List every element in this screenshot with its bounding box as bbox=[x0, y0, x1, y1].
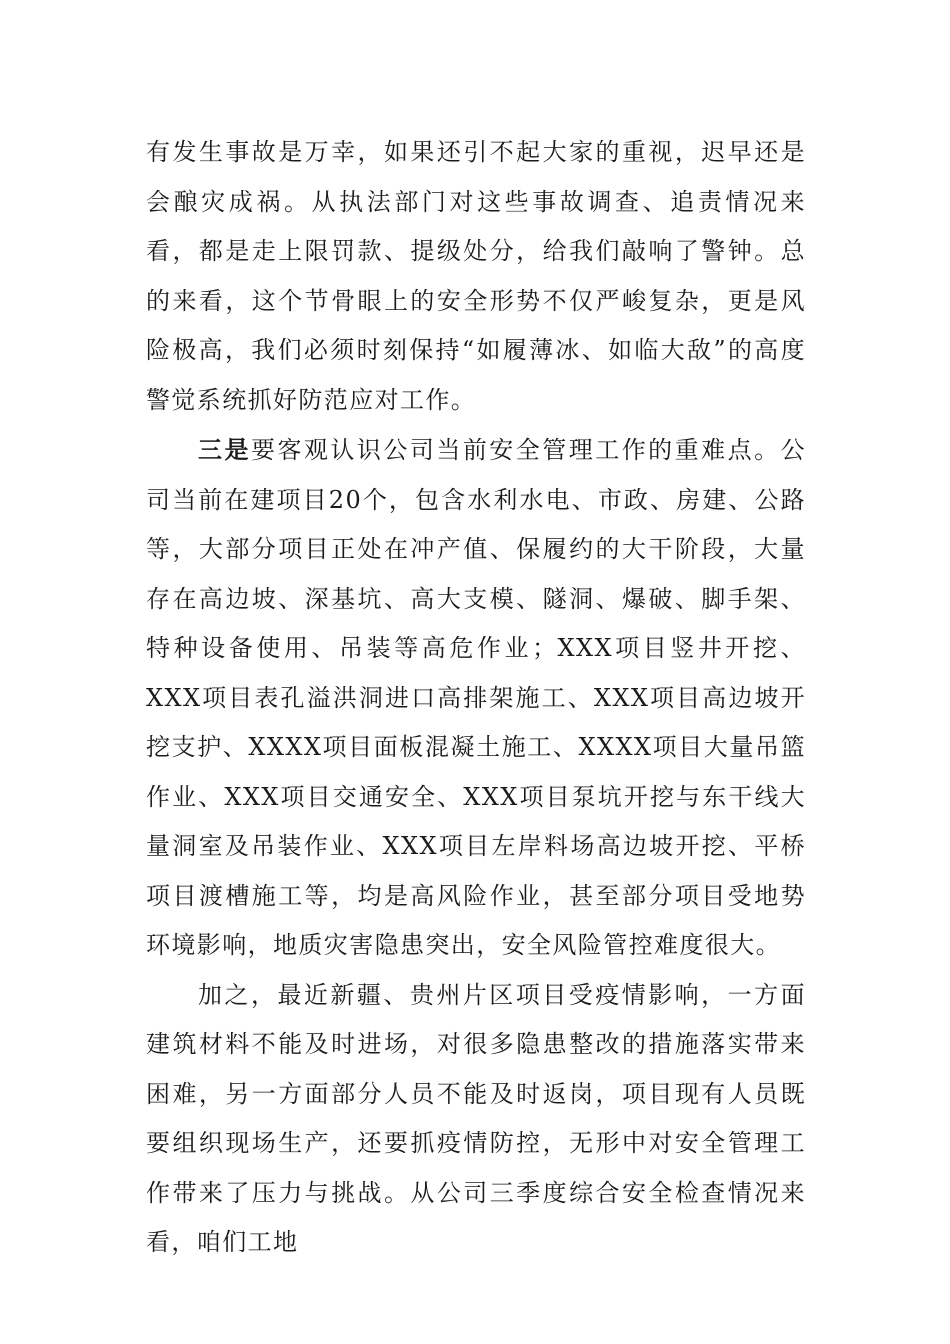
document-body bbox=[146, 128, 806, 1268]
paragraph-continuation: 有发生事故是万幸，如果还引不起大家的重视，迟早还是会酿灾成祸。从执法部门对这些事故调查、追责情况来看，都是走上限罚款、提级处分，给我们敲响了警钟。总的来看，这个节骨眼上的安全形势不仅严峻复杂，更是风险极高，我们必须时刻保持“如履薄冰、如临大敌”的高度警觉系统抓好防范应对工作。 bbox=[146, 138, 806, 414]
paragraph-body: 要客观认识公司当前安全管理工作的重难点。公司当前在建项目20个，包含水利水电、市政、房建、公路等，大部分项目正处在冲产值、保履约的大干阶段，大量存在高边坡、深基坑、高大支模、隧洞、爆破、脚手架、特种设备使用、吊装等高危作业；XXX项目竖井开挖、XXX项目表孔溢洪洞进口高排架施工、XXX项目高边坡开挖支护、XXXX项目面板混凝土施工、XXXX项目大量吊篮作业、XXX项目交通安全、XXX项目泵坑开挖与东干线大量洞室及吊装作业、XXX项目左岸料场高边坡开挖、平桥项目渡槽施工等，均是高风险作业，甚至部分项目受地势环境影响，地质灾害隐患突出，安全风险管控难度很大。 bbox=[146, 436, 806, 959]
paragraph-lead-label: 三是 bbox=[198, 435, 251, 464]
paragraph-key-difficulties bbox=[146, 425, 806, 971]
paragraph-epidemic-impact: 加之，最近新疆、贵州片区项目受疫情影响，一方面建筑材料不能及时进场，对很多隐患整改的措施落实带来困难，另一方面部分人员不能及时返岗，项目现有人员既要组织现场生产，还要抓疫情防控，无形中对安全管理工作带来了压力与挑战。从公司三季度综合安全检查情况来看，咱们工地 bbox=[146, 980, 806, 1256]
